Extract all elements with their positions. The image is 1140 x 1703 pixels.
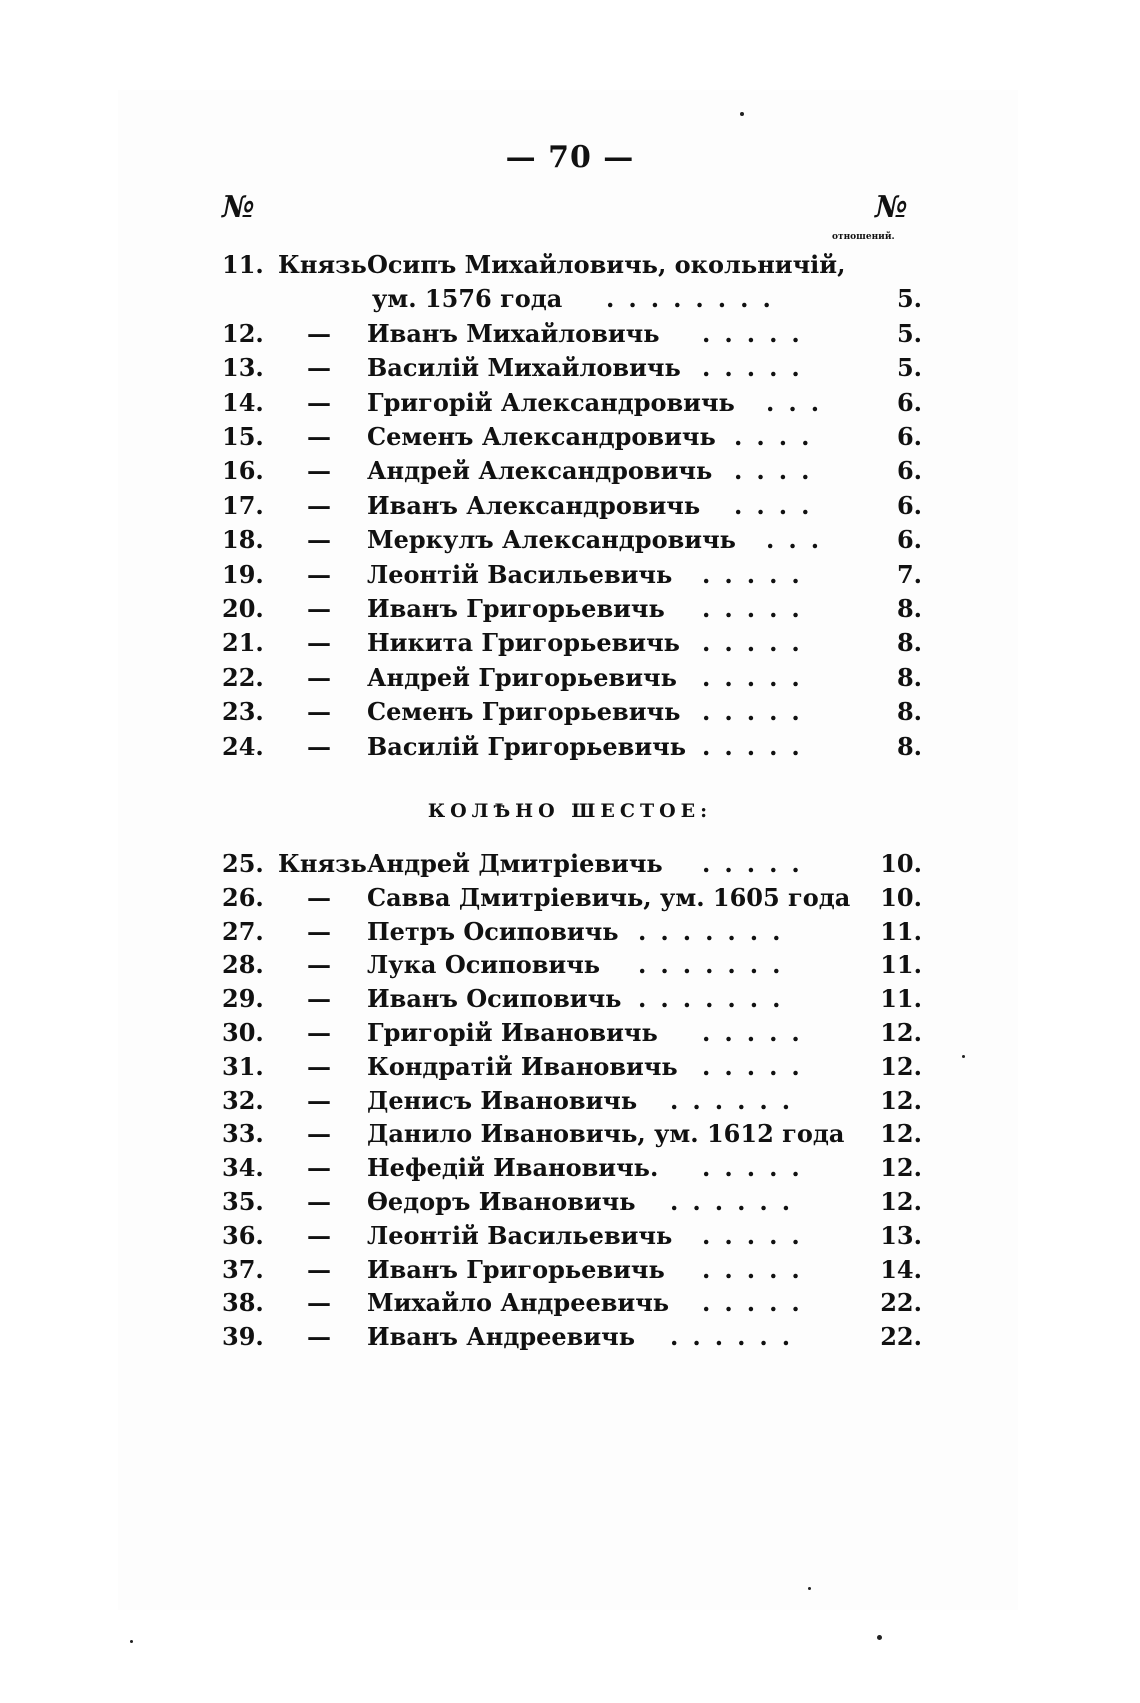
leader-dots: ..... <box>702 1288 814 1318</box>
entry-name: Иванъ Александровичь <box>367 490 701 520</box>
leader-dots: ...... <box>670 1187 805 1216</box>
leader-dots: ..... <box>702 559 814 589</box>
entry-reference: 12. <box>880 1153 922 1183</box>
entry-name: Михайло Андреевичь <box>367 1288 670 1318</box>
entry-name: Семенъ Александровичь <box>367 422 716 451</box>
entry-number: 21. <box>222 628 264 658</box>
entry-name: Лука Осиповичь <box>367 950 601 980</box>
list-item <box>0 558 1140 592</box>
entry-name: Андрей Александровичь <box>367 456 713 486</box>
list-item <box>0 626 1140 660</box>
entry-dash: — <box>307 1288 331 1318</box>
scan-speck <box>877 1635 882 1640</box>
entry-name: Кондратій Ивановичь <box>367 1051 678 1081</box>
entry-reference: 12. <box>880 1018 922 1047</box>
entry-reference: 13. <box>880 1220 922 1250</box>
column-header-reference: № <box>875 190 908 225</box>
entry-dash: — <box>307 594 331 623</box>
entry-number: 18. <box>222 525 264 555</box>
entry-dash: — <box>307 1018 331 1047</box>
entry-number: 17. <box>222 490 264 520</box>
entry-dash: — <box>307 490 331 520</box>
entry-name: Осипъ Михайловичь, окольничій, <box>367 250 846 279</box>
entry-reference: 11. <box>880 916 922 946</box>
entry-number: 32. <box>222 1085 264 1115</box>
entry-reference: 6. <box>896 422 922 451</box>
list-item <box>0 1117 1140 1151</box>
entry-name: Иванъ Григорьевичь <box>367 594 665 623</box>
entry-number: 14. <box>222 387 264 417</box>
entry-dash: — <box>307 387 331 417</box>
entry-dash: — <box>307 318 331 348</box>
entry-number: 23. <box>222 697 264 727</box>
list-item <box>0 454 1140 488</box>
leader-dots: ...... <box>670 1322 805 1352</box>
entry-name: Никита Григорьевичь <box>367 628 680 658</box>
entry-number: 36. <box>222 1220 264 1250</box>
list-item <box>0 1185 1140 1219</box>
entry-number: 11. <box>222 250 264 279</box>
entry-name: Иванъ Михайловичь <box>367 318 660 348</box>
entry-name: Леонтій Васильевичь <box>367 559 673 589</box>
column-header-number: № <box>222 190 255 225</box>
entry-name: Григорій Ивановичь <box>367 1018 658 1047</box>
leader-dots: ... <box>766 387 834 417</box>
leader-dots: ..... <box>702 628 814 658</box>
entry-dash: — <box>307 1153 331 1183</box>
list-item <box>0 523 1140 557</box>
list-item <box>0 592 1140 626</box>
scan-speck <box>130 1640 133 1643</box>
leader-dots: .... <box>734 490 824 520</box>
entry-name: Нефедій Ивановичь. <box>367 1153 659 1183</box>
entry-reference: 14. <box>880 1254 922 1284</box>
entry-name: Иванъ Андреевичь <box>367 1322 635 1352</box>
leader-dots: ..... <box>702 1018 814 1047</box>
entry-reference: 8. <box>896 628 922 658</box>
entry-number: 30. <box>222 1018 264 1047</box>
scan-speck <box>808 1587 811 1590</box>
leader-dots: ..... <box>702 1051 814 1081</box>
entry-dash: — <box>307 916 331 946</box>
list-item <box>0 695 1140 729</box>
list-item <box>0 248 1140 282</box>
leader-dots: ..... <box>702 731 814 761</box>
entry-reference: 8. <box>896 662 922 692</box>
entry-title: Князь <box>278 849 367 878</box>
entry-reference: 6. <box>896 456 922 486</box>
entry-dash: — <box>307 525 331 555</box>
page-number: — 70 — <box>505 140 635 175</box>
entry-reference: 8. <box>896 731 922 761</box>
entry-dash: — <box>307 1322 331 1352</box>
list-item <box>0 661 1140 695</box>
column-subheader-reference: отношений. <box>832 232 895 242</box>
entry-number: 13. <box>222 353 264 383</box>
entry-reference: 5. <box>896 284 922 314</box>
entry-name: Василій Григорьевичь <box>367 731 686 761</box>
list-item <box>0 881 1140 915</box>
list-item <box>0 1286 1140 1320</box>
entry-dash: — <box>307 1085 331 1115</box>
list-item <box>0 1050 1140 1084</box>
entry-name: Леонтій Васильевичь <box>367 1220 673 1250</box>
entry-number: 28. <box>222 950 264 980</box>
entry-reference: 10. <box>880 882 922 912</box>
leader-dots: ..... <box>702 353 814 383</box>
entry-number: 27. <box>222 916 264 946</box>
section-heading: КОЛѢНО ШЕСТОЕ: <box>427 800 713 822</box>
entry-name: Андрей Григорьевичь <box>367 662 677 692</box>
entry-dash: — <box>307 1051 331 1081</box>
list-item <box>0 847 1140 881</box>
entry-number: 37. <box>222 1254 264 1284</box>
entry-dash: — <box>307 662 331 692</box>
list-item <box>0 915 1140 949</box>
entry-name: Григорій Александровичь <box>367 387 735 417</box>
list-item <box>0 982 1140 1016</box>
list-item <box>0 317 1140 351</box>
entry-dash: — <box>307 1187 331 1216</box>
entry-number: 33. <box>222 1119 264 1149</box>
entry-reference: 6. <box>896 387 922 417</box>
entry-number: 26. <box>222 882 264 912</box>
entry-number: 16. <box>222 456 264 486</box>
entry-dash: — <box>307 559 331 589</box>
list-item <box>0 730 1140 764</box>
entry-reference: 22. <box>880 1288 922 1318</box>
list-item <box>0 1253 1140 1287</box>
list-item <box>0 351 1140 385</box>
entry-reference: 10. <box>880 849 922 878</box>
entry-name: Семенъ Григорьевичь <box>367 697 681 727</box>
scan-speck <box>740 112 744 116</box>
entry-name: Петръ Осиповичь <box>367 916 619 946</box>
entry-number: 38. <box>222 1288 264 1318</box>
list-item <box>0 1151 1140 1185</box>
entry-reference: 12. <box>880 1051 922 1081</box>
list-item <box>0 489 1140 523</box>
entry-number: 39. <box>222 1322 264 1352</box>
list-item <box>0 386 1140 420</box>
entry-number: 29. <box>222 984 264 1014</box>
leader-dots: ....... <box>638 916 795 946</box>
entry-reference: 5. <box>896 353 922 383</box>
entry-number: 31. <box>222 1051 264 1081</box>
leader-dots: ....... <box>638 984 795 1014</box>
leader-dots: ..... <box>702 662 814 692</box>
entry-reference: 8. <box>896 594 922 623</box>
leader-dots: ....... <box>638 950 795 980</box>
entry-dash: — <box>307 628 331 658</box>
entry-reference: 22. <box>880 1322 922 1352</box>
entry-name: Андрей Дмитріевичь <box>367 849 663 878</box>
entry-number: 24. <box>222 731 264 761</box>
entry-number: 35. <box>222 1187 264 1216</box>
entry-number: 22. <box>222 662 264 692</box>
entry-reference: 6. <box>896 490 922 520</box>
entry-name: Иванъ Григорьевичь <box>367 1254 665 1284</box>
entry-dash: — <box>307 882 331 912</box>
entry-dash: — <box>307 984 331 1014</box>
entry-reference: 6. <box>896 525 922 555</box>
list-item <box>0 1016 1140 1050</box>
entry-reference: 11. <box>880 950 922 980</box>
entry-dash: — <box>307 731 331 761</box>
list-item <box>0 420 1140 454</box>
leader-dots: ..... <box>702 849 814 878</box>
leader-dots: ........ <box>606 284 785 314</box>
entry-name: Данило Ивановичь, ум. 1612 года <box>367 1119 845 1149</box>
entry-dash: — <box>307 456 331 486</box>
entry-dash: — <box>307 1254 331 1284</box>
leader-dots: ..... <box>702 697 814 727</box>
entry-dash: — <box>307 422 331 451</box>
leader-dots: ... <box>766 525 834 555</box>
entry-reference: 5. <box>896 318 922 348</box>
leader-dots: ..... <box>702 1153 814 1183</box>
leader-dots: ...... <box>670 1085 805 1115</box>
scan-speck <box>962 1055 965 1058</box>
entry-name: Савва Дмитріевичь, ум. 1605 года <box>367 882 851 912</box>
entry-number: 25. <box>222 849 264 878</box>
entry-dash: — <box>307 950 331 980</box>
list-item <box>0 1084 1140 1118</box>
entry-reference: 8. <box>896 697 922 727</box>
entry-number: 19. <box>222 559 264 589</box>
entry-title: Князь <box>278 250 367 279</box>
entry-name: Василій Михайловичь <box>367 353 681 383</box>
list-item <box>0 1320 1140 1354</box>
leader-dots: .... <box>734 456 824 486</box>
entry-number: 34. <box>222 1153 264 1183</box>
entry-name: Денисъ Ивановичь <box>367 1085 638 1115</box>
leader-dots: ..... <box>702 1254 814 1284</box>
entry-name: Иванъ Осиповичь <box>367 984 622 1014</box>
leader-dots: ..... <box>702 594 814 623</box>
list-item <box>0 1219 1140 1253</box>
entry-name: ум. 1576 года <box>372 284 563 314</box>
entry-dash: — <box>307 1220 331 1250</box>
entry-dash: — <box>307 697 331 727</box>
entry-reference: 7. <box>896 559 922 589</box>
entry-dash: — <box>307 353 331 383</box>
leader-dots: .... <box>734 422 824 451</box>
entry-dash: — <box>307 1119 331 1149</box>
list-item <box>0 282 1140 316</box>
entry-reference: 12. <box>880 1085 922 1115</box>
entry-number: 15. <box>222 422 264 451</box>
list-item <box>0 948 1140 982</box>
entry-number: 12. <box>222 318 264 348</box>
entry-reference: 11. <box>880 984 922 1014</box>
leader-dots: ..... <box>702 1220 814 1250</box>
entry-number: 20. <box>222 594 264 623</box>
entry-reference: 12. <box>880 1187 922 1216</box>
entry-reference: 12. <box>880 1119 922 1149</box>
leader-dots: ..... <box>702 318 814 348</box>
entry-name: Меркулъ Александровичь <box>367 525 736 555</box>
entry-name: Өедоръ Ивановичь <box>367 1187 636 1216</box>
